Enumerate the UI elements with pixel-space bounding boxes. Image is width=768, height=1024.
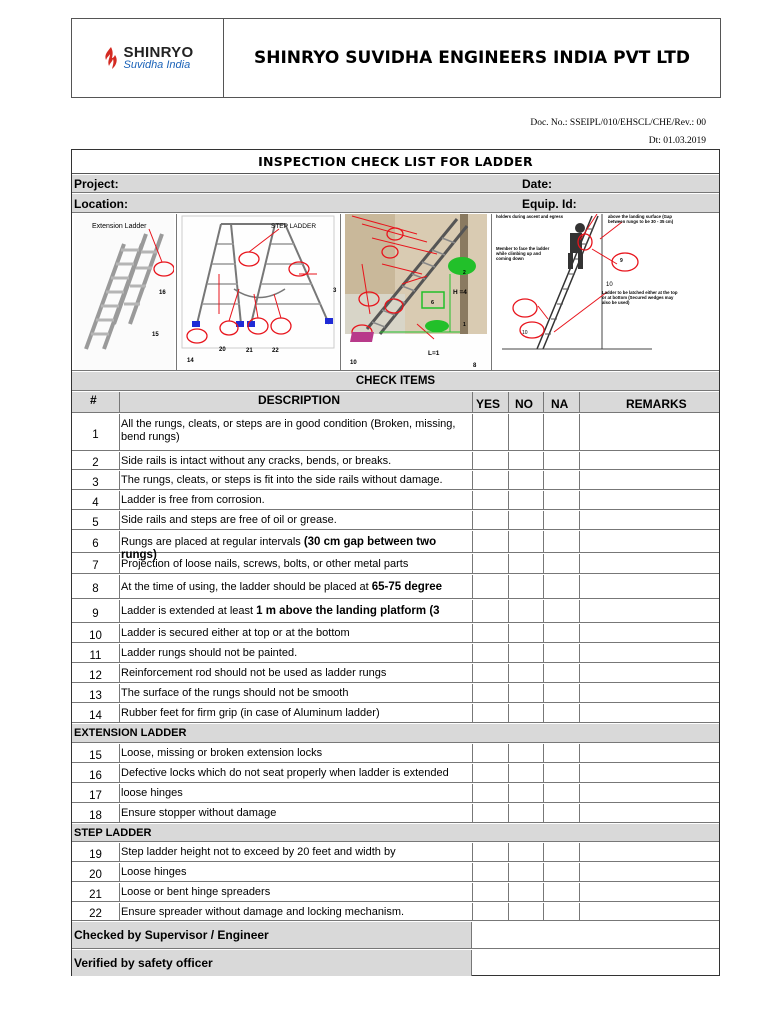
yes-cell[interactable]: [473, 863, 508, 882]
item-number: 3: [92, 476, 99, 489]
item-description: [121, 846, 471, 859]
column-divider: [119, 554, 120, 573]
diagram-number-6: 6: [431, 300, 435, 306]
na-cell[interactable]: [544, 843, 579, 862]
remarks-cell[interactable]: [580, 554, 720, 574]
table-row: [72, 804, 719, 823]
item-description-text: All the rungs, cleats, or steps are in good condition (Broken, missing, bend rungs): [121, 418, 456, 443]
na-cell[interactable]: [544, 883, 579, 902]
yes-cell[interactable]: [473, 644, 508, 663]
na-cell[interactable]: [544, 903, 579, 921]
verified-by-signature-field[interactable]: [472, 950, 720, 976]
project-label: Project:: [74, 177, 119, 191]
no-cell[interactable]: [509, 491, 543, 510]
table-row: [72, 903, 719, 921]
no-cell[interactable]: [509, 414, 543, 451]
diagram-number-10b: 10: [606, 282, 613, 288]
item-description-text: Reinforcement rod should not be used as ladder rungs: [121, 667, 387, 679]
no-cell[interactable]: [509, 624, 543, 643]
item-description: [121, 581, 471, 594]
diagram-number-15: 15: [152, 332, 159, 338]
form-title: INSPECTION CHECK LIST FOR LADDER: [258, 154, 533, 169]
remarks-cell[interactable]: [580, 644, 720, 663]
step-ladder-image: [179, 214, 339, 370]
item-number: 11: [89, 649, 102, 662]
item-description-text: Ladder rungs should not be painted.: [121, 647, 298, 659]
no-cell[interactable]: [509, 644, 543, 663]
remarks-cell[interactable]: [580, 744, 720, 763]
column-divider: [119, 531, 120, 552]
column-divider: [119, 843, 120, 861]
diagram-number-22: 22: [272, 348, 279, 354]
section-header-row: [72, 824, 719, 842]
diagram-number-9: 9: [620, 258, 623, 264]
no-cell[interactable]: [509, 575, 543, 599]
item-number: 12: [89, 669, 102, 682]
item-description-text: Step ladder height not to exceed by 20 feet and width by: [121, 846, 396, 858]
table-row: [72, 491, 719, 510]
remarks-cell[interactable]: [580, 804, 720, 823]
yes-cell[interactable]: [473, 624, 508, 643]
verified-by-label: Verified by safety officer: [74, 956, 213, 970]
doc-number: Doc. No.: SSEIPL/010/EHSCL/CHE/Rev.: 00: [530, 118, 706, 128]
no-cell[interactable]: [509, 903, 543, 921]
na-cell[interactable]: [544, 471, 579, 490]
diagram-number-10c: 10: [522, 330, 528, 336]
col-header-na: NA: [551, 397, 569, 411]
column-divider: [119, 624, 120, 642]
doc-date: Dt: 01.03.2019: [648, 136, 706, 146]
yes-cell[interactable]: [473, 883, 508, 902]
yes-cell[interactable]: [473, 664, 508, 683]
table-row: [72, 644, 719, 663]
remarks-cell[interactable]: [580, 575, 720, 599]
step-ladder-label: STEP LADDER: [271, 223, 317, 230]
item-number: 15: [89, 749, 102, 762]
no-cell[interactable]: [509, 664, 543, 683]
table-row: [72, 531, 719, 561]
checked-by-label: Checked by Supervisor / Engineer: [74, 928, 269, 942]
item-description-text: Side rails and steps are free of oil or grease.: [121, 514, 337, 526]
na-cell[interactable]: [544, 531, 579, 553]
item-description-text: The rungs, cleats, or steps is fit into the side rails without damage.: [121, 474, 443, 486]
item-description: [121, 807, 471, 820]
column-divider: [119, 863, 120, 881]
item-description-text: Rubber feet for firm grip (in case of Aluminum ladder): [121, 707, 380, 719]
item-description: [121, 474, 471, 487]
item-description-text: Ladder is free from corrosion.: [121, 494, 265, 506]
no-cell[interactable]: [509, 764, 543, 783]
column-divider: [119, 804, 120, 822]
length-label: L=1: [428, 350, 440, 357]
yes-cell[interactable]: [473, 600, 508, 623]
column-divider: [119, 764, 120, 782]
item-description-text: Projection of loose nails, screws, bolts, or other metal parts: [121, 557, 409, 570]
na-cell[interactable]: [544, 684, 579, 703]
yes-cell[interactable]: [473, 804, 508, 823]
remarks-cell[interactable]: [580, 843, 720, 862]
item-description-text: Rungs are placed at regular intervals: [121, 535, 304, 548]
location-label: Location:: [74, 197, 128, 211]
no-cell[interactable]: [509, 704, 543, 723]
item-description: [121, 886, 471, 899]
yes-cell[interactable]: [473, 511, 508, 530]
item-description-text: At the time of using, the ladder should be placed at: [121, 580, 372, 593]
column-divider: [119, 704, 120, 722]
col-header-remarks: REMARKS: [626, 397, 687, 411]
remarks-cell[interactable]: [580, 684, 720, 703]
column-divider: [472, 392, 473, 412]
item-description: [121, 787, 471, 800]
item-number: 7: [92, 560, 99, 572]
item-description: [121, 687, 471, 700]
column-divider: [119, 644, 120, 662]
table-header-row: [72, 392, 719, 413]
diagram-divider: [340, 214, 341, 370]
no-cell[interactable]: [509, 883, 543, 902]
yes-cell[interactable]: [473, 471, 508, 490]
item-number: 1: [92, 428, 99, 441]
remarks-cell[interactable]: [580, 600, 720, 623]
col-header-no: NO: [515, 397, 533, 411]
item-number: 13: [89, 689, 102, 702]
diagram-number-2: 2: [463, 270, 466, 276]
note-above-landing: above the landing surface (Gap between rungs to be 30 - 35 cm): [608, 214, 674, 224]
column-divider: [119, 575, 120, 598]
table-row: [72, 784, 719, 803]
item-description-text: Ensure spreader without damage and locking mechanism.: [121, 905, 405, 918]
column-divider: [119, 903, 120, 920]
project-row: [72, 175, 719, 193]
column-divider: [119, 600, 120, 622]
remarks-cell[interactable]: [580, 664, 720, 683]
no-cell[interactable]: [509, 471, 543, 490]
extension-ladder-label: Extension Ladder: [92, 223, 147, 230]
no-cell[interactable]: [509, 863, 543, 882]
no-cell[interactable]: [509, 531, 543, 553]
no-cell[interactable]: [509, 600, 543, 623]
column-divider: [119, 784, 120, 802]
na-cell[interactable]: [544, 600, 579, 623]
table-row: [72, 414, 719, 451]
table-row: [72, 600, 719, 623]
na-cell[interactable]: [544, 491, 579, 510]
table-row: [72, 684, 719, 703]
note-holders: [496, 214, 564, 219]
checked-by-signature-field[interactable]: [472, 922, 720, 948]
item-number: 18: [89, 809, 102, 822]
document-header: [71, 18, 721, 98]
no-cell[interactable]: [509, 843, 543, 862]
column-divider: [543, 392, 544, 412]
column-divider: [119, 511, 120, 529]
col-header-number: #: [90, 393, 97, 407]
section-header-row: [72, 724, 719, 743]
no-cell[interactable]: [509, 744, 543, 763]
item-number: 8: [92, 583, 99, 595]
diagram-divider: [491, 214, 492, 370]
item-number: 20: [89, 868, 102, 881]
section-header-label: STEP LADDER: [74, 827, 152, 839]
yes-cell[interactable]: [473, 414, 508, 451]
table-row: [72, 624, 719, 643]
table-row: [72, 764, 719, 783]
item-description: [121, 747, 471, 760]
na-cell[interactable]: [544, 554, 579, 574]
item-description: [121, 767, 471, 780]
table-row: [72, 511, 719, 530]
na-cell[interactable]: [544, 511, 579, 530]
remarks-cell[interactable]: [580, 883, 720, 902]
na-cell[interactable]: [544, 575, 579, 599]
company-name: SHINRYO SUVIDHA ENGINEERS INDIA PVT LTD: [254, 48, 690, 68]
na-cell[interactable]: [544, 764, 579, 783]
na-cell[interactable]: [544, 644, 579, 663]
table-row: [72, 471, 719, 490]
column-divider: [508, 392, 509, 412]
item-description-text: loose hinges: [121, 787, 183, 799]
diagram-number-21: 21: [246, 348, 253, 354]
table-row: [72, 554, 719, 574]
remarks-cell[interactable]: [580, 491, 720, 510]
yes-cell[interactable]: [473, 554, 508, 574]
section-header-label: EXTENSION LADDER: [74, 727, 187, 739]
height-label: H =4: [453, 289, 467, 296]
flame-logo-icon: [102, 46, 120, 70]
note-holders-text: holders during ascent and egress: [496, 214, 564, 219]
na-cell[interactable]: [544, 414, 579, 451]
table-row: [72, 843, 719, 862]
table-row: [72, 575, 719, 599]
na-cell[interactable]: [544, 704, 579, 723]
yes-cell[interactable]: [473, 903, 508, 921]
remarks-cell[interactable]: [580, 624, 720, 643]
na-cell[interactable]: [544, 664, 579, 683]
logo-cell: [72, 19, 224, 97]
table-row: [72, 452, 719, 470]
no-cell[interactable]: [509, 452, 543, 470]
item-description-text: The surface of the rungs should not be smooth: [121, 687, 349, 699]
yes-cell[interactable]: [473, 704, 508, 723]
remarks-cell[interactable]: [580, 511, 720, 530]
remarks-cell[interactable]: [580, 471, 720, 490]
na-cell[interactable]: [544, 863, 579, 882]
column-divider: [119, 392, 120, 412]
remarks-cell[interactable]: [580, 531, 720, 553]
no-cell[interactable]: [509, 554, 543, 574]
col-header-yes: YES: [476, 397, 501, 411]
ladder-diagrams-row: [72, 214, 719, 371]
diagram-number-20: 20: [219, 347, 226, 353]
leaning-ladder-image: [342, 214, 490, 370]
column-divider: [579, 392, 580, 412]
logo-line2: Suvidha India: [123, 59, 191, 71]
yes-cell[interactable]: [473, 744, 508, 763]
item-description-text: Ensure stopper without damage: [121, 807, 277, 819]
item-description: [121, 558, 471, 571]
na-cell[interactable]: [544, 624, 579, 643]
item-number: 10: [89, 629, 102, 642]
column-divider: [119, 883, 120, 901]
remarks-cell[interactable]: [580, 764, 720, 783]
column-divider: [119, 471, 120, 489]
no-cell[interactable]: [509, 684, 543, 703]
item-description: [121, 605, 471, 618]
item-description-text: Ladder is secured either at top or at the bottom: [121, 627, 350, 639]
remarks-cell[interactable]: [580, 452, 720, 470]
item-description-text: Side rails is intact without any cracks, bends, or breaks.: [121, 454, 392, 467]
item-description: [121, 667, 471, 680]
item-description: [121, 455, 471, 468]
column-divider: [119, 414, 120, 450]
diagram-number-10a: 10: [350, 360, 357, 366]
item-description: [121, 647, 471, 660]
note-latched: Ladder to be latched either at the top or at bottom (Secured wedges may also be used): [602, 290, 678, 305]
item-description: [121, 494, 471, 507]
item-number: 6: [92, 538, 99, 550]
diagram-number-8: 8: [473, 363, 477, 369]
yes-cell[interactable]: [473, 843, 508, 862]
item-number: 9: [92, 607, 99, 620]
table-row: [72, 744, 719, 763]
column-divider: [119, 491, 120, 509]
item-description-emphasis: 65-75 degree: [371, 580, 443, 593]
yes-cell[interactable]: [473, 764, 508, 783]
no-cell[interactable]: [509, 804, 543, 823]
item-description-text: Loose hinges: [121, 866, 187, 878]
item-description: [121, 514, 471, 527]
company-logo: [102, 45, 194, 71]
table-row: [72, 704, 719, 723]
remarks-cell[interactable]: [580, 704, 720, 723]
na-cell[interactable]: [544, 744, 579, 763]
na-cell[interactable]: [544, 452, 579, 470]
no-cell[interactable]: [509, 511, 543, 530]
yes-cell[interactable]: [473, 784, 508, 803]
item-description-text: Loose, missing or broken extension locks: [121, 747, 323, 759]
column-divider: [119, 452, 120, 469]
date-label: Date:: [522, 177, 553, 191]
remarks-cell[interactable]: [580, 903, 720, 921]
item-number: 21: [89, 888, 102, 901]
column-divider: [119, 684, 120, 702]
check-items-header: [72, 372, 719, 391]
na-cell[interactable]: [544, 784, 579, 803]
diagram-divider: [176, 214, 177, 370]
verified-by-row: [72, 950, 719, 976]
yes-cell[interactable]: [473, 491, 508, 510]
note-face-ladder: Member to face the ladder while climbing up and coming down: [496, 246, 550, 261]
item-description: [121, 906, 471, 919]
yes-cell[interactable]: [473, 531, 508, 553]
na-cell[interactable]: [544, 804, 579, 823]
checked-by-row: [72, 922, 719, 949]
item-description: [121, 627, 471, 640]
item-description: [121, 707, 471, 720]
remarks-cell[interactable]: [580, 784, 720, 803]
item-description-emphasis: (30 cm gap between two rungs): [121, 535, 437, 561]
remarks-cell[interactable]: [580, 863, 720, 882]
item-number: 19: [89, 848, 102, 861]
form-title-row: [72, 150, 719, 174]
item-number: 4: [92, 496, 99, 509]
column-divider: [119, 664, 120, 682]
extension-ladder-image: [74, 214, 174, 370]
item-number: 22: [89, 908, 102, 920]
item-number: 17: [89, 789, 102, 802]
item-description: [121, 418, 471, 444]
diagram-number-1: 1: [463, 322, 466, 328]
location-row: [72, 194, 719, 213]
diagram-number-16: 16: [159, 290, 166, 296]
climbing-diagram-image: [492, 214, 719, 370]
table-row: [72, 664, 719, 683]
item-description-emphasis: 1 m above the landing platform (3: [256, 605, 440, 617]
item-number: 2: [92, 457, 99, 469]
item-number: 16: [89, 769, 102, 782]
yes-cell[interactable]: [473, 684, 508, 703]
item-number: 14: [89, 709, 102, 722]
table-row: [72, 863, 719, 882]
yes-cell[interactable]: [473, 575, 508, 599]
table-row: [72, 883, 719, 902]
yes-cell[interactable]: [473, 452, 508, 470]
item-description-text: Defective locks which do not seat properly when ladder is extended: [121, 767, 449, 779]
logo-line1: SHINRYO: [123, 44, 194, 61]
diagram-number-14: 14: [187, 358, 194, 364]
diagram-number-3: 3: [333, 288, 337, 294]
column-divider: [119, 744, 120, 762]
inspection-form: [71, 149, 720, 976]
check-items-title: CHECK ITEMS: [355, 375, 436, 387]
item-number: 5: [92, 516, 99, 529]
item-description: [121, 866, 471, 879]
item-description-text: Loose or bent hinge spreaders: [121, 886, 271, 898]
remarks-cell[interactable]: [580, 414, 720, 451]
no-cell[interactable]: [509, 784, 543, 803]
col-header-description: DESCRIPTION: [258, 393, 341, 407]
equip-label: Equip. Id:: [522, 197, 577, 211]
item-description-text: Ladder is extended at least: [121, 605, 257, 617]
